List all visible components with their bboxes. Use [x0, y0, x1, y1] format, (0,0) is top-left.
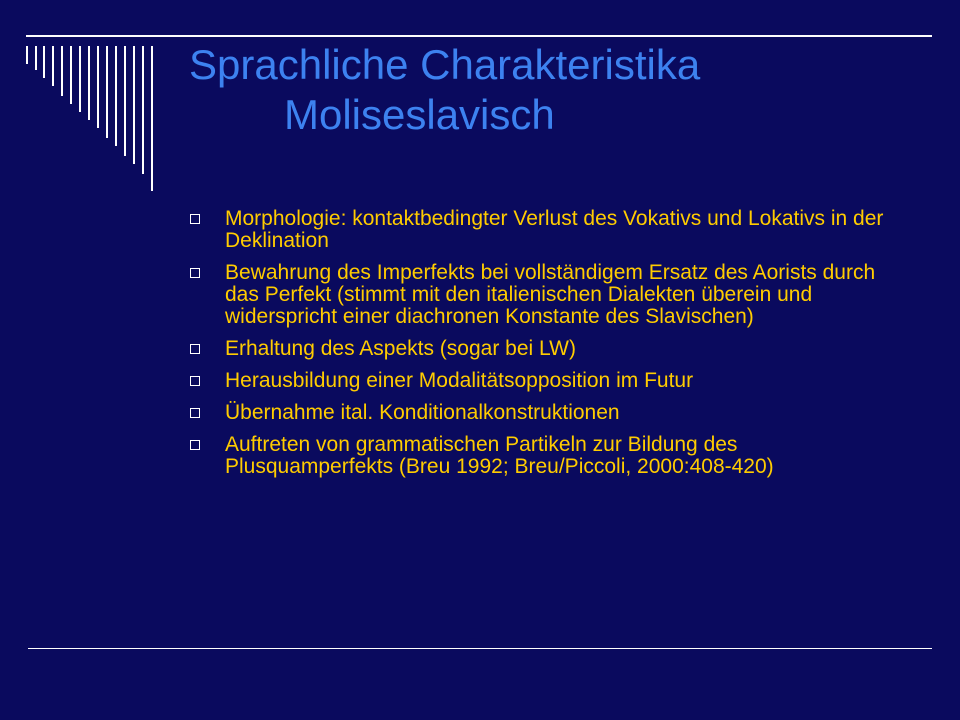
- bottom-rule: [28, 648, 932, 649]
- slide-title-line2: Moliseslavisch: [284, 91, 555, 138]
- decorative-bar: [43, 46, 45, 78]
- bullet-text: Erhaltung des Aspekts (sogar bei LW): [225, 337, 576, 360]
- square-bullet-icon: [190, 214, 200, 224]
- bullet-text: Übernahme ital. Konditionalkonstruktionen: [225, 401, 620, 424]
- decorative-bar: [26, 46, 28, 64]
- decorative-bar: [88, 46, 90, 120]
- bullet-list: [188, 208, 888, 488]
- decorative-bar: [115, 46, 117, 146]
- decorative-bar: [106, 46, 108, 138]
- decorative-bar: [133, 46, 135, 164]
- bullet-item: [188, 402, 888, 424]
- decorative-bar: [70, 46, 72, 104]
- decorative-bar: [124, 46, 126, 156]
- decorative-bar: [52, 46, 54, 86]
- top-rule: [26, 35, 932, 37]
- bullet-item: [188, 338, 888, 360]
- square-bullet-icon: [190, 344, 200, 354]
- bullet-text: Auftreten von grammatischen Partikeln zur Bildung des Plusquamperfekts (Breu 1992; Breu/Piccoli, 2000:408-420): [225, 433, 774, 478]
- decorative-bar: [35, 46, 37, 70]
- slide-title-line1: Sprachliche Charakteristika: [189, 41, 701, 88]
- bullet-text: Bewahrung des Imperfekts bei vollständigem Ersatz des Aorists durch das Perfekt (stimmt mit den italienischen Dialekten überein und widerspricht einer diachronen Konstante des Slavischen): [225, 261, 876, 328]
- bullet-item: [188, 208, 888, 252]
- decorative-bar: [151, 46, 153, 191]
- bullet-item: [188, 262, 888, 328]
- decorative-bars: [0, 0, 160, 200]
- square-bullet-icon: [190, 376, 200, 386]
- bullet-item: [188, 370, 888, 392]
- square-bullet-icon: [190, 268, 200, 278]
- bullet-text: Herausbildung einer Modalitätsopposition im Futur: [225, 369, 694, 392]
- square-bullet-icon: [190, 440, 200, 450]
- decorative-bar: [61, 46, 63, 96]
- slide-title: [189, 40, 909, 140]
- decorative-bar: [97, 46, 99, 128]
- decorative-bar: [79, 46, 81, 112]
- square-bullet-icon: [190, 408, 200, 418]
- bullet-item: [188, 434, 888, 478]
- decorative-bar: [142, 46, 144, 174]
- bullet-text: Morphologie: kontaktbedingter Verlust des Vokativs und Lokativs in der Deklination: [225, 207, 884, 252]
